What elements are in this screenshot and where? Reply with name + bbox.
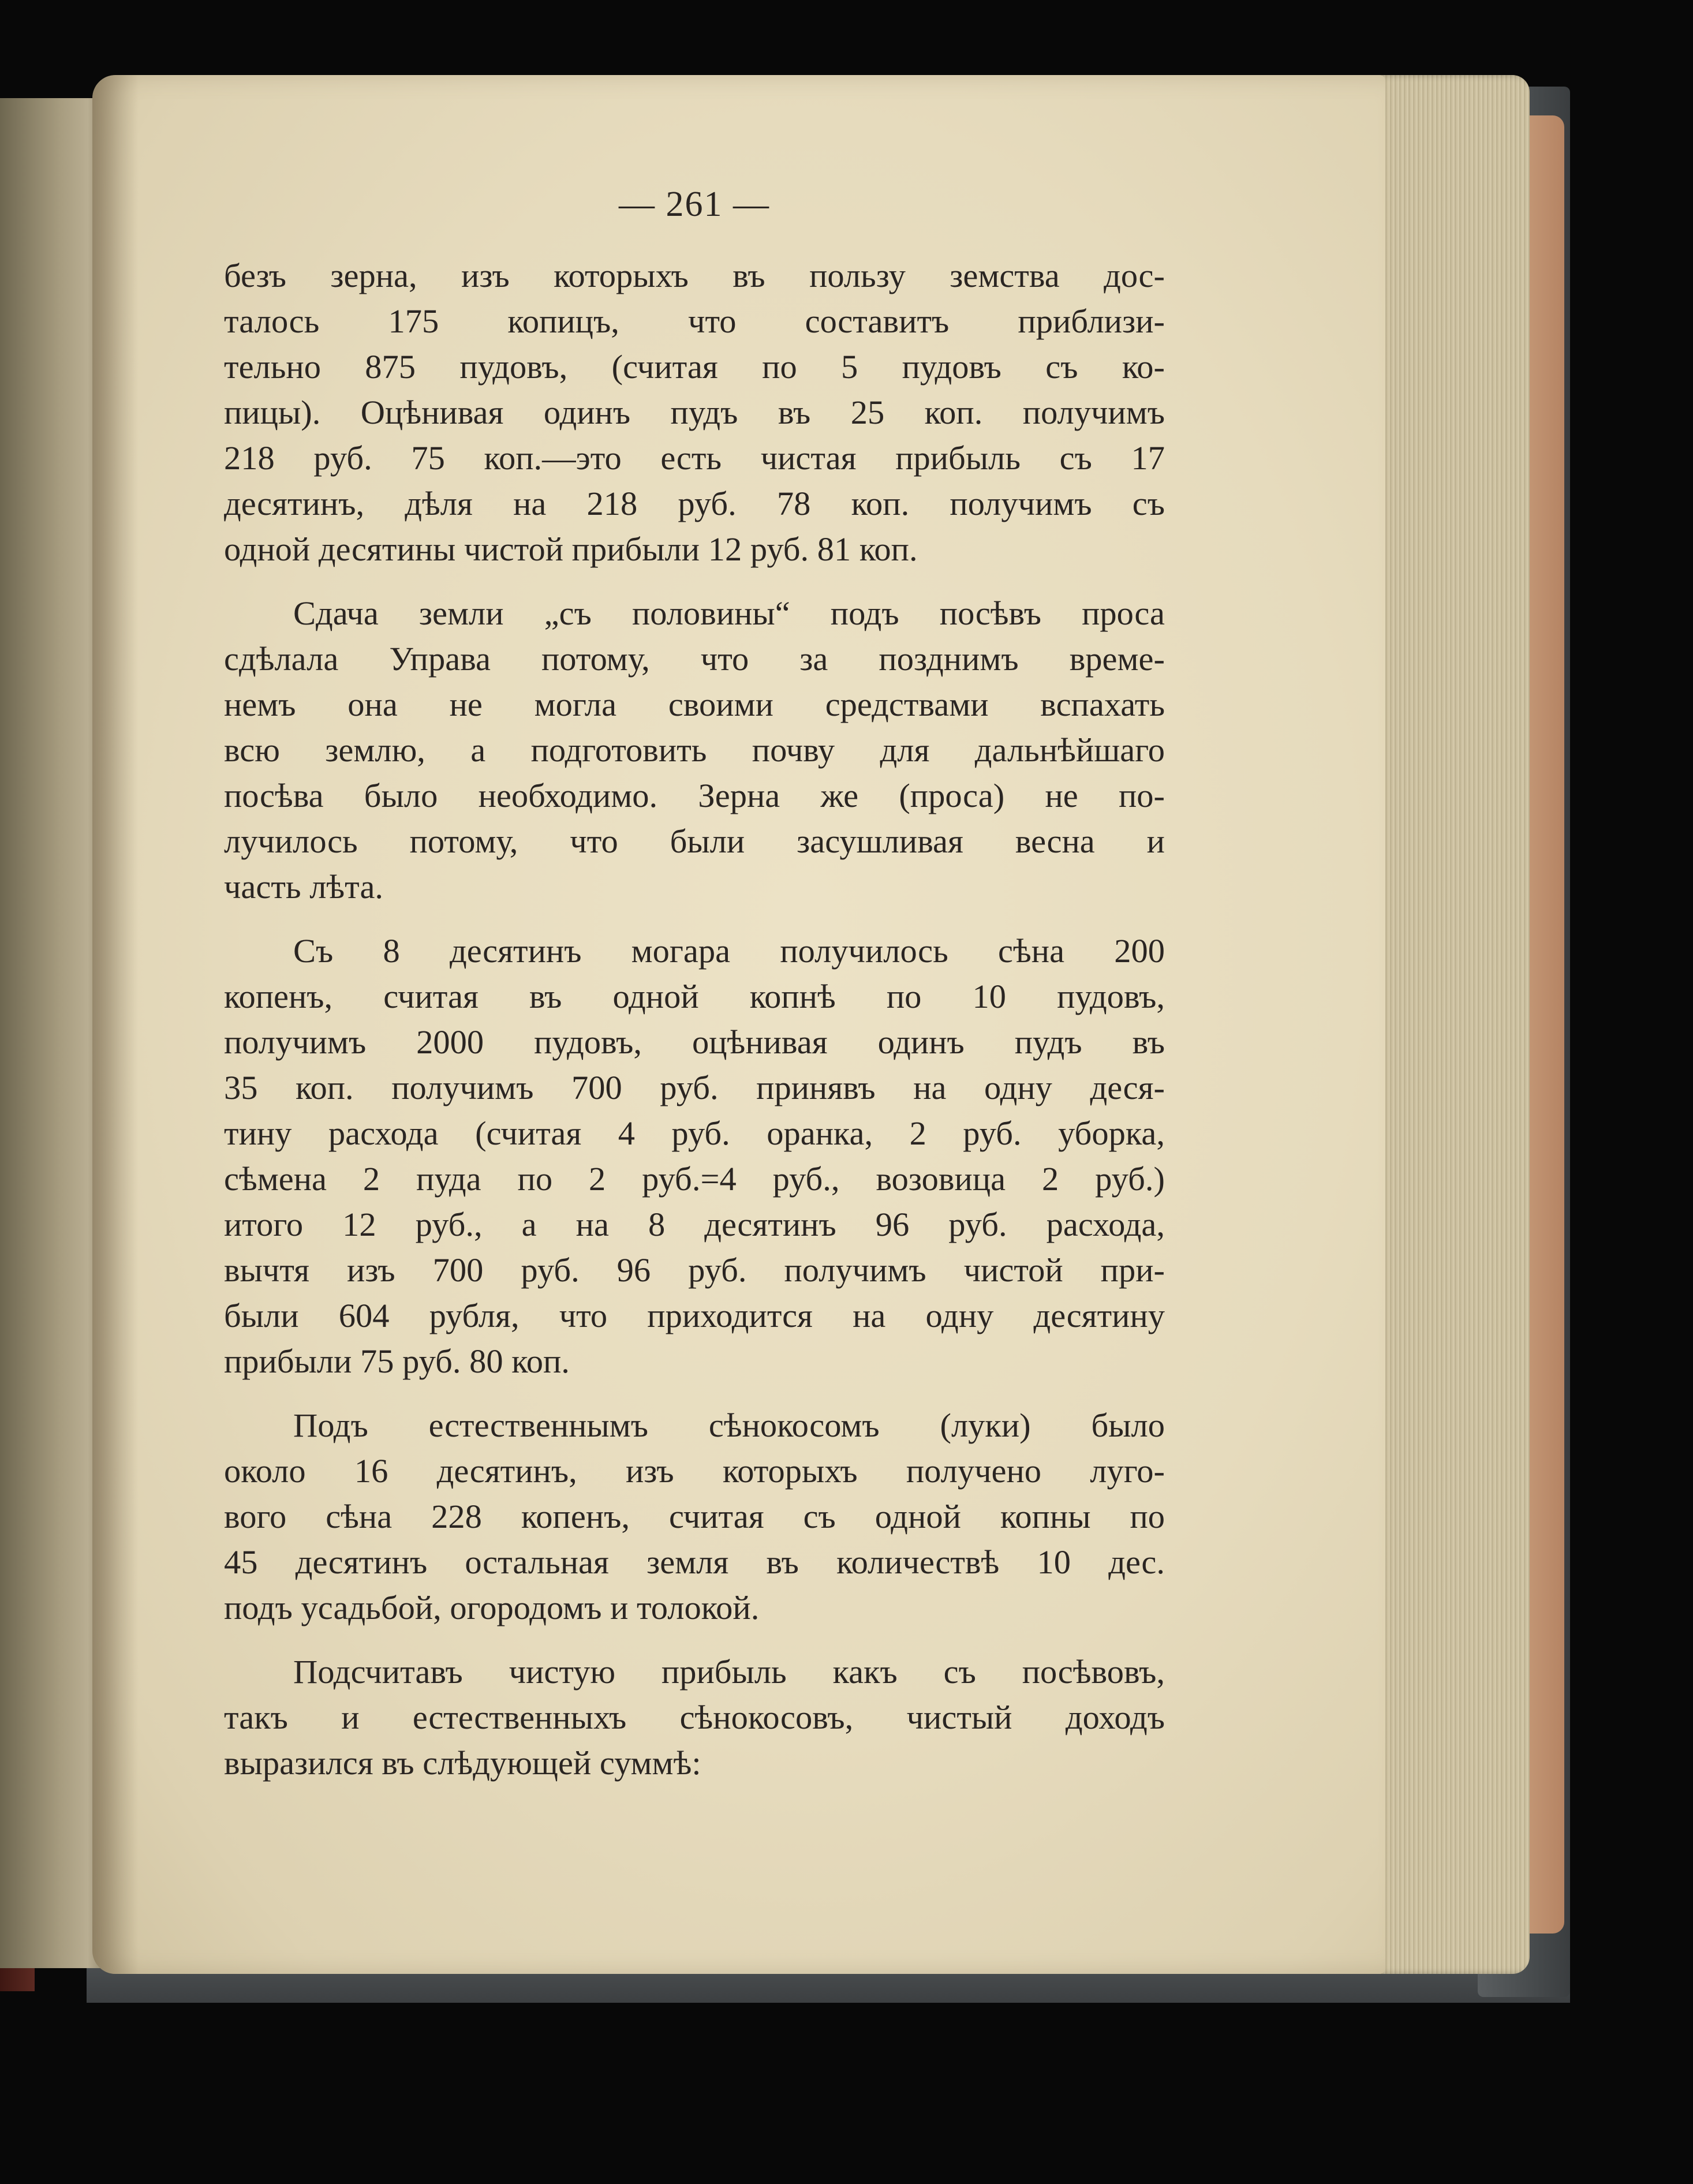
text-line: получимъ 2000 пудовъ, оцѣнивая одинъ пудъ въ — [224, 1023, 1165, 1061]
text-line: 218 руб. 75 коп.—это есть чистая прибыль съ 17 — [224, 439, 1165, 477]
paragraph — [224, 590, 1165, 910]
text-line: тельно 875 пудовъ, (считая по 5 пудовъ съ ко- — [224, 348, 1165, 386]
text-line: Подсчитавъ чистую прибыль какъ съ посѣвовъ, — [293, 1653, 1165, 1691]
text-line: около 16 десятинъ, изъ которыхъ получено луго- — [224, 1452, 1165, 1490]
text-line: 35 коп. получимъ 700 руб. принявъ на одну деся- — [224, 1069, 1165, 1106]
gutter-shadow — [92, 75, 139, 1974]
text-line: подъ усадьбой, огородомъ и толокой. — [224, 1589, 760, 1626]
text-line: копенъ, считая въ одной копнѣ по 10 пудовъ, — [224, 978, 1165, 1015]
paragraph — [224, 928, 1165, 1384]
paragraph — [224, 253, 1165, 572]
text-line: сдѣлала Управа потому, что за позднимъ време- — [224, 640, 1165, 678]
text-line: Сдача земли „съ половины“ подъ посѣвъ проса — [293, 594, 1165, 632]
page-text — [224, 182, 1165, 1804]
text-line: Съ 8 десятинъ могара получилось сѣна 200 — [293, 932, 1165, 970]
text-line: итого 12 руб., а на 8 десятинъ 96 руб. расхода, — [224, 1206, 1165, 1243]
text-line: сѣмена 2 пуда по 2 руб.=4 руб., возовица 2 руб.) — [224, 1160, 1165, 1198]
text-line: посѣва было необходимо. Зерна же (проса) не по- — [224, 777, 1165, 814]
text-line: прибыли 75 руб. 80 коп. — [224, 1342, 570, 1380]
text-line: лучилось потому, что были засушливая весна и — [224, 822, 1165, 860]
page-edges — [1374, 75, 1530, 1974]
text-line: пицы). Оцѣнивая одинъ пудъ въ 25 коп. получимъ — [224, 394, 1165, 431]
text-line: немъ она не могла своими средствами вспахать — [224, 686, 1165, 723]
text-line: талось 175 копицъ, что составитъ приблизи- — [224, 302, 1165, 340]
text-line: безъ зерна, изъ которыхъ въ пользу земства дос- — [224, 257, 1165, 294]
paragraph — [224, 1649, 1165, 1786]
text-line: вого сѣна 228 копенъ, считая съ одной копны по — [224, 1498, 1165, 1535]
text-line: 45 десятинъ остальная земля въ количествѣ 10 дес. — [224, 1543, 1165, 1581]
paragraph — [224, 1403, 1165, 1630]
text-line: такъ и естественныхъ сѣнокосовъ, чистый доходъ — [224, 1699, 1165, 1736]
text-line: десятинъ, дѣля на 218 руб. 78 коп. получимъ съ — [224, 485, 1165, 522]
text-line: выразился въ слѣдующей суммѣ: — [224, 1744, 701, 1782]
page-number: — 261 — — [619, 185, 770, 224]
text-line: тину расхода (считая 4 руб. оранка, 2 руб. уборка, — [224, 1115, 1165, 1152]
text-line: были 604 рубля, что приходится на одну десятину — [224, 1297, 1165, 1334]
text-line: всю землю, а подготовить почву для дальнѣйшаго — [224, 731, 1165, 769]
text-line: вычтя изъ 700 руб. 96 руб. получимъ чистой при- — [224, 1251, 1165, 1289]
text-line: часть лѣта. — [224, 868, 384, 906]
text-line: одной десятины чистой прибыли 12 руб. 81 коп. — [224, 530, 918, 568]
text-line: Подъ естественнымъ сѣнокосомъ (луки) было — [293, 1407, 1165, 1444]
